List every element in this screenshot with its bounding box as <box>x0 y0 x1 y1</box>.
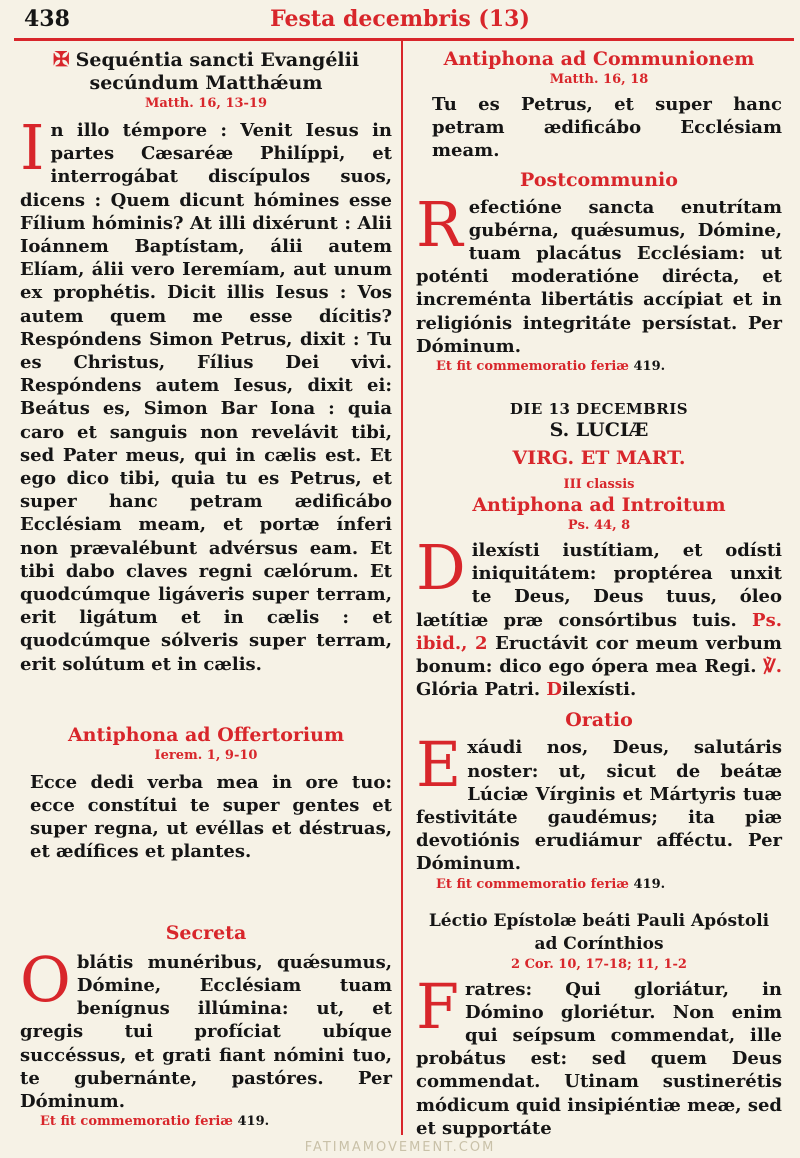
running-title: Festa decembris (13) <box>270 6 530 32</box>
secret-text <box>20 942 392 1113</box>
repeat-initial: D <box>546 679 562 701</box>
saint-title: VIRG. ET MART. <box>512 447 686 470</box>
epistle-title-line2: ad Corínthios <box>534 933 664 954</box>
drop-cap-o: O <box>20 942 71 1016</box>
class-rank: III classis <box>563 477 635 493</box>
introit-psalm-ref: Ps. ibid., 2 <box>416 609 782 654</box>
gospel-title <box>20 48 392 95</box>
oratio-text <box>416 728 782 875</box>
drop-cap-d: D <box>416 531 466 605</box>
epistle-text <box>416 969 782 1140</box>
offertory-text: Ecce dedi verba mea in ore tuo: ecce constítui te super gentes et super regna, ut evéllas et déstruas, et ædífices et plantes. <box>30 771 392 863</box>
gospel-title-line2: secúndum Matthǽum <box>89 72 323 94</box>
gospel-text <box>20 111 392 676</box>
introit-title: Antiphona ad Introitum <box>472 494 726 517</box>
postcommunion-note-label: Et fit commemoratio feriæ <box>436 359 629 375</box>
drop-cap-r: R <box>416 187 463 261</box>
epistle-body: ratres: Qui gloriátur, in Dómino gloriétur. Non enim qui seípsum commendat, ille probátus est: sed quem Deus commendat. Utinam sustinerétis módicum quid insipiéntiæ meæ, sed et supportáte <box>416 978 782 1139</box>
gloria-patri: Glória Patri. <box>416 679 541 701</box>
epistle-title <box>416 910 782 956</box>
communion-title: Antiphona ad Communionem <box>443 48 755 70</box>
secret-title: Secreta <box>165 921 247 944</box>
oratio-note-page: 419. <box>633 876 666 892</box>
introit-body-b: Eructávit cor meum verbum bonum: dico ego ópera mea Regi. <box>416 632 782 678</box>
introit-text <box>416 531 782 701</box>
column-divider <box>401 40 403 1135</box>
saint-name: S. LUCIÆ <box>549 419 649 442</box>
cross-icon: ✠ <box>52 47 70 71</box>
communion-text: Tu es Petrus, et super hanc petram ædificábo Ecclésiam meam. <box>432 94 782 162</box>
introit-body-a: ilexísti iustítiam, et odísti iniquitátem: proptérea unxit te Deus, Deus tuus, óleo lætítiæ præ consórtibus tuis. <box>416 540 782 631</box>
secret-note <box>20 1113 392 1131</box>
offertory-ref: Ierem. 1, 9-10 <box>154 747 258 763</box>
drop-cap-f: F <box>416 969 460 1043</box>
postcommunion-note <box>416 358 782 376</box>
postcommunion-text <box>416 187 782 358</box>
right-column <box>416 48 782 1140</box>
introit-ref: Ps. 44, 8 <box>567 518 631 534</box>
drop-cap-i: I <box>20 111 45 184</box>
gospel-body: n illo témpore : Venit Iesus in partes Cæsaréæ Philíppi, et interrogábat discípulos suos, dicens : Quem dicunt hómines esse Fílium hóminis? At illi dixérunt : Alii Ioánnem Baptístam, álii autem Elíam, álii vero Ieremíam, aut unum ex prophétis. Dicit illis Iesus : Vos autem quem me esse dícitis? Respóndens Simon Petrus, dixit : Tu es Christus, Fílius Dei vivi. Respóndens autem Iesus, dixit ei: Beátus es, Simon Bar Iona : quia caro et sanguis non revelávit tibi, sed Pater meus, qui in cælis est. Et ego dico tibi, quia tu es Petrus, et super hanc petram ædificábo Ecclésiam meam, et portæ ínferi non prævalébunt advérsus eam. Et tibi dabo claves regni cælórum. Et quodcúmque ligáveris super terram, erit ligátum et in cælis : et quodcúmque sólveris super terram, erit solútum et in cælis. <box>20 120 392 675</box>
page-header <box>0 0 800 40</box>
page-number: 438 <box>24 6 70 32</box>
day-line: DIE 13 DECEMBRIS <box>509 400 689 419</box>
oratio-note-label: Et fit commemoratio feriæ <box>436 876 629 892</box>
postcommunion-title: Postcommunio <box>520 168 678 191</box>
epistle-ref: 2 Cor. 10, 17-18; 11, 1-2 <box>511 956 687 972</box>
oratio-note <box>416 876 782 894</box>
repeat-text: ilexísti. <box>561 679 637 701</box>
communion-ref: Matth. 16, 18 <box>549 72 649 87</box>
postcommunion-body: efectióne sancta enutrítam gubérna, quǽsumus, Dómine, tuam placátus Ecclésiam: ut poténti moderatióne dirécta, et increménta libertátis accípiat et in religiónis integritáte persístat. Per Dóminum. <box>416 196 782 357</box>
secret-note-page: 419. <box>237 1114 270 1130</box>
left-column <box>20 48 392 1131</box>
secret-note-label: Et fit commemoratio feriæ <box>40 1114 233 1130</box>
watermark: FATIMAMOVEMENT.COM <box>304 1140 496 1155</box>
epistle-title-line1: Léctio Epístolæ beáti Pauli Apóstoli <box>428 910 770 931</box>
oratio-body: xáudi nos, Deus, salutáris noster: ut, sicut de beátæ Lúciæ Vírginis et Mártyris tuæ festivitáte gaudémus; ita piæ devotiónis erudiámur afféctu. Per Dóminum. <box>416 737 782 875</box>
offertory-title: Antiphona ad Offertorium <box>67 723 345 746</box>
secret-body: blátis munéribus, quǽsumus, Dómine, Ecclésiam tuam benígnus illúmina: ut, et gregis tui profíciat ubíque succéssus, et grati fiant nómini tuo, te gubernánte, pastóres. Per Dóminum. <box>20 951 392 1112</box>
header-rule <box>14 38 794 41</box>
oratio-title: Oratio <box>565 709 633 732</box>
gospel-title-line1: Sequéntia sancti Evangélii <box>75 49 360 71</box>
gospel-ref: Matth. 16, 13-19 <box>144 96 268 111</box>
versicle-symbol: ℣. <box>763 656 782 678</box>
drop-cap-e: E <box>416 728 462 802</box>
postcommunion-note-page: 419. <box>633 359 666 375</box>
